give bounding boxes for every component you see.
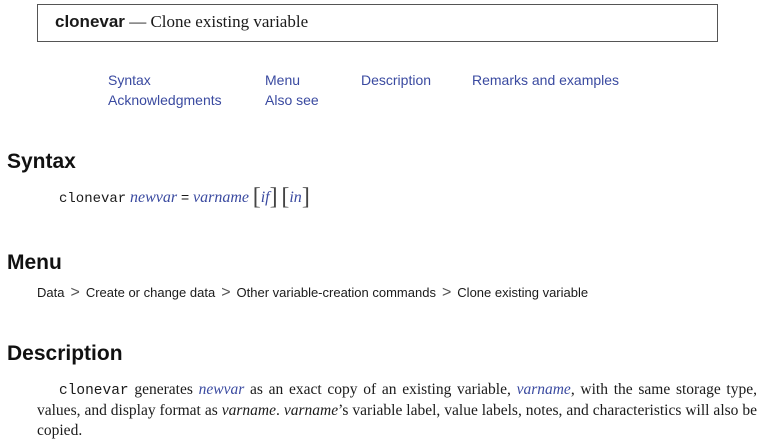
syntax-heading: Syntax bbox=[7, 150, 76, 173]
nav-link-acknowledgments[interactable]: Acknowledgments bbox=[108, 92, 222, 108]
desc-text: . bbox=[275, 402, 284, 419]
desc-text: , with the same storage type, values, and display format as bbox=[37, 381, 757, 419]
if-bracket-open: [ bbox=[252, 184, 261, 210]
menu-path-item: Data bbox=[37, 285, 65, 300]
menu-separator: > bbox=[221, 284, 231, 301]
syntax-line bbox=[59, 184, 310, 211]
desc-varname: varname bbox=[221, 402, 276, 419]
in-bracket-close: ] bbox=[301, 184, 310, 210]
menu-separator: > bbox=[70, 284, 80, 301]
desc-varname: varname bbox=[283, 402, 339, 419]
title-box bbox=[37, 4, 718, 42]
desc-command: clonevar bbox=[59, 383, 129, 399]
menu-separator: > bbox=[441, 284, 452, 301]
desc-text: as an exact copy of an existing variable, bbox=[244, 381, 517, 398]
syntax-command: clonevar bbox=[59, 191, 127, 207]
nav-link-description[interactable]: Description bbox=[361, 72, 432, 88]
description-heading: Description bbox=[7, 342, 123, 365]
nav-link-remarks-and-examples[interactable]: Remarks and examples bbox=[472, 72, 620, 88]
in-bracket-open: [ bbox=[281, 184, 290, 210]
menu-path-item: Create or change data bbox=[85, 285, 216, 300]
nav-link-syntax[interactable]: Syntax bbox=[108, 72, 151, 88]
desc-newvar-link[interactable]: newvar bbox=[198, 381, 245, 398]
syntax-varname[interactable]: varname bbox=[192, 189, 249, 206]
description-paragraph bbox=[37, 380, 757, 441]
nav-link-also-see[interactable]: Also see bbox=[265, 92, 319, 108]
nav-link-menu[interactable]: Menu bbox=[265, 72, 301, 88]
menu-path-item: Clone existing variable bbox=[457, 285, 589, 300]
menu-heading: Menu bbox=[7, 251, 62, 274]
if-bracket-close: ] bbox=[269, 184, 278, 210]
desc-varname-link[interactable]: varname bbox=[516, 381, 571, 398]
title-dash: — bbox=[129, 12, 147, 31]
desc-text: generates bbox=[128, 381, 199, 398]
command-title: Clone existing variable bbox=[150, 12, 309, 31]
syntax-newvar[interactable]: newvar bbox=[129, 189, 178, 206]
menu-path bbox=[37, 284, 588, 302]
menu-path-item: Other variable-creation commands bbox=[236, 285, 436, 300]
syntax-if[interactable]: if bbox=[260, 189, 270, 206]
desc-text: ’s variable label, value labels, notes, and characteristics will also be copied. bbox=[37, 402, 758, 439]
syntax-equals: = bbox=[180, 191, 190, 207]
command-name: clonevar bbox=[55, 12, 125, 31]
syntax-in[interactable]: in bbox=[289, 189, 302, 206]
